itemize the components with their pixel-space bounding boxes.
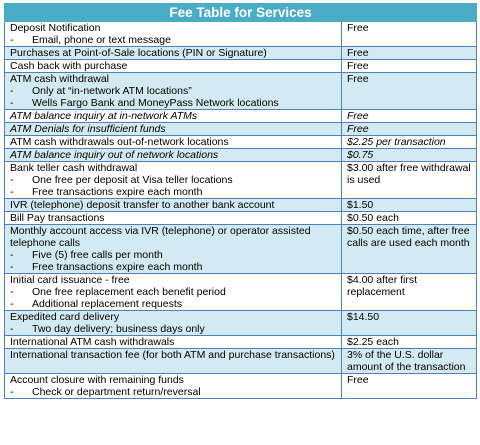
fee-rows [5, 22, 477, 399]
service-cell [5, 47, 342, 60]
fee-value: $0.50 each [347, 212, 399, 224]
fee-cell [342, 349, 477, 374]
fee-cell [342, 374, 477, 399]
fee-value: $1.50 [347, 199, 374, 211]
service-name: Purchases at Point-of-Sale locations (PIN or Signature) [10, 47, 267, 59]
service-name: ATM Denials for insufficient funds [10, 123, 166, 135]
service-name: ATM cash withdrawals out-of-network locations [10, 136, 229, 148]
service-name: Deposit Notification [10, 22, 101, 34]
fee-value: Free [347, 374, 369, 386]
fee-cell [342, 311, 477, 336]
service-detail: - One free replacement each benefit period [10, 286, 226, 298]
service-cell [5, 136, 342, 149]
fee-value: $14.50 [347, 311, 380, 323]
table-row [5, 274, 477, 311]
service-detail: - Five (5) free calls per month [10, 249, 163, 261]
fee-cell [342, 199, 477, 212]
service-cell [5, 162, 342, 199]
fee-cell [342, 212, 477, 225]
fee-cell [342, 60, 477, 73]
fee-cell [342, 162, 477, 199]
table-row [5, 199, 477, 212]
table-row [5, 136, 477, 149]
fee-value: Free [347, 60, 369, 72]
service-cell [5, 199, 342, 212]
fee-cell [342, 73, 477, 110]
table-row [5, 311, 477, 336]
service-detail: - One free per deposit at Visa teller locations [10, 174, 233, 186]
service-name: Monthly account access via IVR (telephone) or operator assisted telephone calls [10, 225, 311, 249]
service-name: Account closure with remaining funds [10, 374, 184, 386]
service-name: ATM balance inquiry at in-network ATMs [10, 110, 198, 122]
service-cell [5, 374, 342, 399]
fee-cell [342, 123, 477, 136]
service-name: International ATM cash withdrawals [10, 336, 175, 348]
service-detail: - Wells Fargo Bank and MoneyPass Network locations [10, 97, 279, 109]
service-name: Initial card issuance - free [10, 274, 130, 286]
fee-value: $2.25 each [347, 336, 399, 348]
table-row [5, 73, 477, 110]
fee-cell [342, 274, 477, 311]
service-detail: - Two day delivery; business days only [10, 323, 205, 335]
fee-value: 3% of the U.S. dollar amount of the transaction [347, 349, 466, 373]
service-cell [5, 123, 342, 136]
fee-cell [342, 225, 477, 274]
service-detail: - Only at “in-network ATM locations” [10, 85, 192, 97]
service-name: ATM balance inquiry out of network locations [10, 149, 219, 161]
table-header-row [5, 4, 477, 22]
fee-cell [342, 136, 477, 149]
table-row [5, 47, 477, 60]
table-row [5, 349, 477, 374]
service-name: ATM cash withdrawal [10, 73, 110, 85]
service-cell [5, 212, 342, 225]
fee-value: $3.00 after free withdrawal is used [347, 162, 471, 186]
fee-value: $0.75 [347, 149, 374, 161]
service-cell [5, 60, 342, 73]
service-name: Bill Pay transactions [10, 212, 105, 224]
service-cell [5, 22, 342, 47]
fee-value: $2.25 per transaction [347, 136, 446, 148]
fee-cell [342, 336, 477, 349]
service-cell [5, 149, 342, 162]
table-row [5, 22, 477, 47]
table-row [5, 212, 477, 225]
service-detail: - Free transactions expire each month [10, 186, 203, 198]
table-row [5, 149, 477, 162]
service-name: Cash back with purchase [10, 60, 128, 72]
fee-cell [342, 110, 477, 123]
service-name: Bank teller cash withdrawal [10, 162, 138, 174]
service-cell [5, 225, 342, 274]
service-detail: - Free transactions expire each month [10, 261, 203, 273]
table-row [5, 225, 477, 274]
service-cell [5, 349, 342, 374]
fee-cell [342, 22, 477, 47]
fee-value: $0.50 each time, after free calls are used each month [347, 225, 470, 249]
fee-cell [342, 149, 477, 162]
table-row [5, 336, 477, 349]
fee-value: Free [347, 110, 369, 122]
service-name: International transaction fee (for both ATM and purchase transactions) [10, 349, 335, 361]
fee-cell [342, 47, 477, 60]
fee-value: Free [347, 47, 369, 59]
service-cell [5, 110, 342, 123]
fee-value: Free [347, 22, 369, 34]
service-cell [5, 73, 342, 110]
service-detail: - Additional replacement requests [10, 298, 183, 310]
table-row [5, 374, 477, 399]
fee-table [4, 3, 477, 399]
service-cell [5, 274, 342, 311]
table-row [5, 110, 477, 123]
table-row [5, 60, 477, 73]
service-name: IVR (telephone) deposit transfer to another bank account [10, 199, 275, 211]
service-detail: - Check or department return/reversal [10, 386, 201, 398]
table-row [5, 123, 477, 136]
service-cell [5, 311, 342, 336]
table-title: Fee Table for Services [5, 4, 477, 22]
fee-value: $4.00 after first replacement [347, 274, 418, 298]
service-cell [5, 336, 342, 349]
service-detail: - Email, phone or text message [10, 34, 171, 46]
service-name: Expedited card delivery [10, 311, 120, 323]
table-row [5, 162, 477, 199]
fee-value: Free [347, 73, 369, 85]
fee-value: Free [347, 123, 369, 135]
